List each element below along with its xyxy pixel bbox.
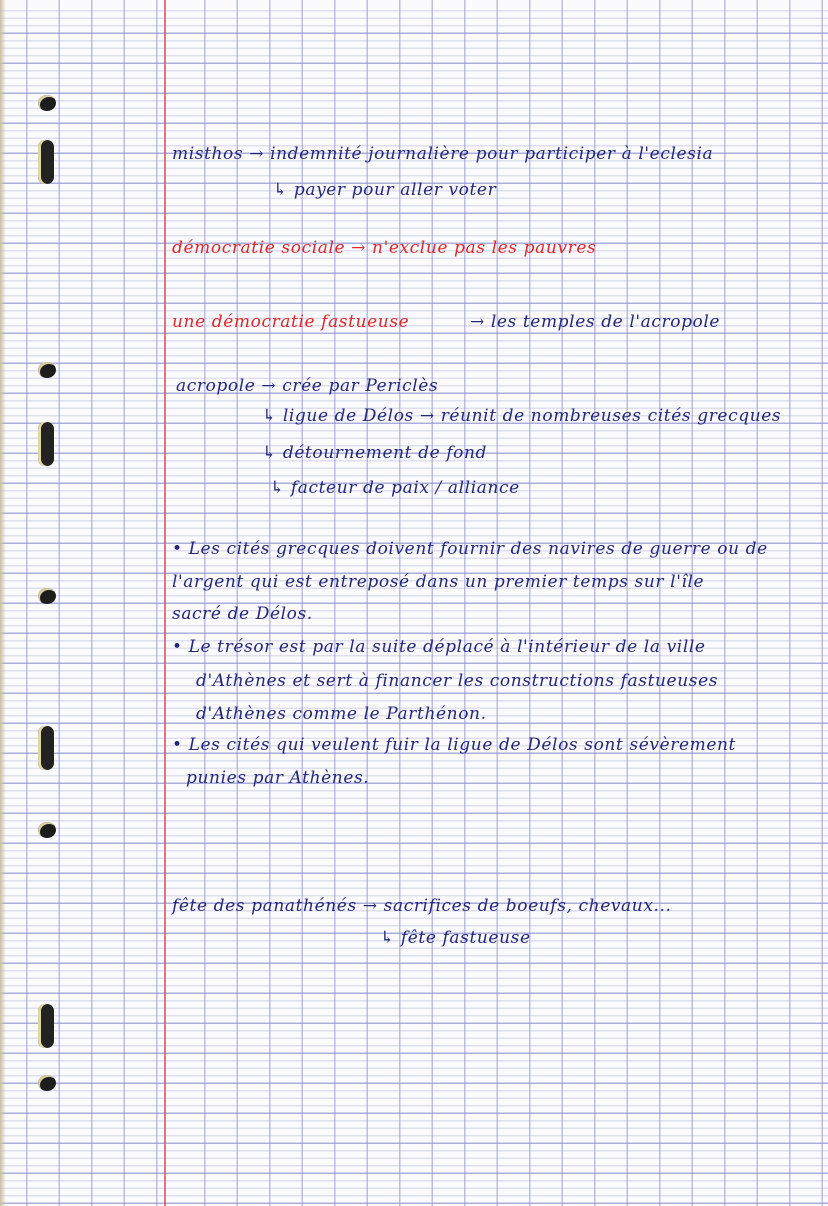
binder-hole-1 [38, 95, 56, 111]
note-line-payer: ↳ payer pour aller voter [273, 180, 497, 200]
note-line-democratie-fastueuse: une démocratie fastueuse [172, 312, 410, 332]
binder-hole-2 [38, 362, 56, 378]
note-bullet-1-line-3: sacré de Délos. [172, 604, 313, 624]
note-bullet-2-line-2: d'Athènes et sert à financer les constructions fastueuses [196, 671, 719, 691]
note-line-fete-fastueuse: ↳ fête fastueuse [380, 928, 531, 948]
binder-hole-4 [38, 822, 56, 838]
note-bullet-1-line-1: • Les cités grecques doivent fournir des navires de guerre ou de [172, 539, 768, 559]
note-bullet-3-line-1: • Les cités qui veulent fuir la ligue de Délos sont sévèrement [172, 735, 736, 755]
note-bullet-3-line-2: punies par Athènes. [186, 768, 370, 788]
note-line-facteur-paix: ↳ facteur de paix / alliance [270, 478, 520, 498]
note-line-detournement: ↳ détournement de fond [262, 443, 488, 463]
binder-slot-3 [38, 726, 54, 770]
binder-slot-2 [38, 422, 54, 466]
binder-hole-5 [38, 1075, 56, 1091]
page-edge [0, 0, 6, 1206]
note-line-fete-panathenes: fête des panathénés → sacrifices de boeufs, chevaux... [172, 896, 672, 916]
binder-slot-1 [38, 140, 54, 184]
note-bullet-2-line-1: • Le trésor est par la suite déplacé à l'intérieur de la ville [172, 637, 706, 657]
note-bullet-1-line-2: l'argent qui est entreposé dans un premier temps sur l'île [172, 572, 705, 592]
binder-slot-4 [38, 1004, 54, 1048]
note-line-acropole: acropole → crée par Periclès [176, 376, 439, 396]
note-bullet-2-line-3: d'Athènes comme le Parthénon. [196, 704, 487, 724]
binder-hole-3 [38, 588, 56, 604]
note-line-temples: → les temples de l'acropole [470, 312, 721, 332]
note-line-democratie-sociale: démocratie sociale → n'exclue pas les pauvres [172, 238, 597, 258]
note-line-misthos: misthos → indemnité journalière pour participer à l'eclesia [172, 144, 714, 164]
note-line-ligue-delos: ↳ ligue de Délos → réunit de nombreuses cités grecques [262, 406, 782, 426]
